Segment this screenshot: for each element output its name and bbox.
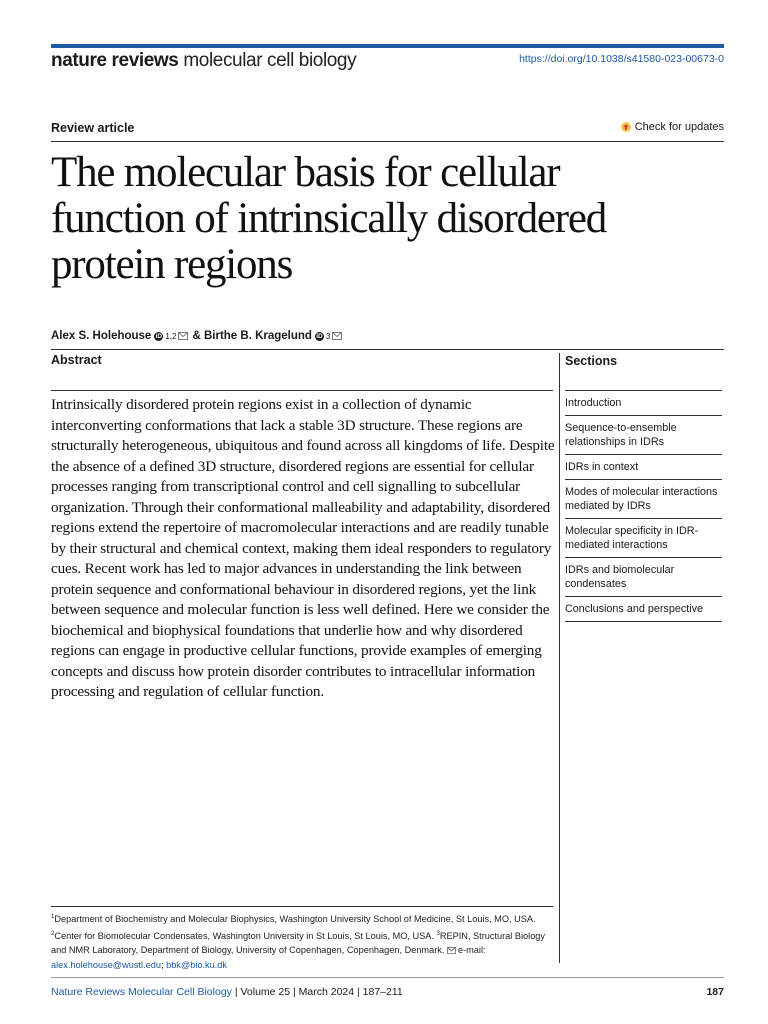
- orcid-icon[interactable]: iD: [155, 332, 163, 340]
- doi-link[interactable]: https://doi.org/10.1038/s41580-023-00673-0: [519, 53, 724, 65]
- email-link[interactable]: alex.holehouse@wustl.edu: [51, 959, 161, 970]
- email-link[interactable]: bbk@bio.ku.dk: [166, 959, 227, 970]
- header-accent-bar: [51, 44, 724, 48]
- divider: [51, 390, 553, 391]
- email-separator: ;: [160, 959, 164, 970]
- divider: [51, 906, 553, 907]
- orcid-icon[interactable]: iD: [316, 332, 323, 340]
- check-updates-label: Check for updates: [634, 121, 724, 133]
- abstract-text: Intrinsically disordered protein regions exist in a collection of dynamic interconverting conformations that lack a stable 3D structure. These regions are structurally heterogeneous, ubiquitous and found across all kingdoms of life. Despite the absence of a defined 3D structure, disordered regions are essential for cellular processes ranging from transcriptional control and cell signalling to subcellular organization. Through their conformational malleability and adaptability, disordered regions extend the repertoire of macromolecular interactions and are readily tunable by their structural and chemical context, making them ideal responders to regulatory cues. Recent work has led to major advances in understanding the link between protein sequence and conformational behaviour in disordered regions, yet the link between sequence and molecular function is less well defined. Here we consider the biochemical and biophysical foundations that underlie how and why disordered regions can engage in productive cellular functions, provide examples of emerging concepts and discuss how protein disorder contributes to intracellular information processing and regulation of cellular function.: [51, 396, 555, 700]
- footer-details: | Volume 25 | March 2024 | 187–211: [231, 986, 403, 998]
- section-link-modes-of-interactions[interactable]: Modes of molecular interactions mediated by IDRs: [565, 480, 722, 519]
- column-divider: [559, 353, 560, 963]
- email-label: e-mail:: [457, 945, 486, 956]
- check-updates-button[interactable]: [620, 121, 724, 133]
- check-updates-icon: [620, 121, 632, 133]
- divider: [51, 349, 724, 350]
- section-link-molecular-specificity[interactable]: Molecular specificity in IDR-mediated interactions: [565, 519, 722, 558]
- author-affiliation: 1,2: [165, 331, 177, 341]
- footer-journal[interactable]: Nature Reviews Molecular Cell Biology: [51, 986, 232, 998]
- journal-name-light: molecular cell biology: [183, 50, 357, 71]
- author-list: [51, 330, 346, 342]
- author-name: & Birthe B. Kragelund: [192, 330, 312, 342]
- page-number: 187: [706, 986, 724, 998]
- section-link-sequence-to-ensemble[interactable]: Sequence-to-ensemble relationships in IDRs: [565, 416, 722, 455]
- footer-divider: [51, 977, 724, 978]
- article-type: Review article: [51, 121, 135, 135]
- affiliation: Center for Biomolecular Condensates, Washington University in St Louis, St Louis, MO, USA.: [54, 930, 434, 941]
- abstract-heading: Abstract: [51, 353, 102, 367]
- affiliation: REPIN, Structural Biology and NMR Laboratory, Department of Biology, University of Copenhagen, Copenhagen, Denmark.: [51, 930, 546, 956]
- affiliations: [51, 910, 551, 972]
- mail-icon[interactable]: [178, 332, 188, 340]
- article-title: The molecular basis for cellular function of intrinsically disordered protein regions: [51, 149, 607, 288]
- journal-name: [51, 50, 356, 72]
- section-link-idrs-in-context[interactable]: IDRs in context: [565, 455, 722, 480]
- affiliation-number: 2: [51, 930, 55, 937]
- footer-citation: [51, 986, 403, 998]
- section-link-introduction[interactable]: Introduction: [565, 391, 722, 416]
- affiliation: Department of Biochemistry and Molecular Biophysics, Washington University School of Medicine, St Louis, MO, USA.: [54, 914, 536, 925]
- sections-list: [565, 390, 722, 622]
- author-name: Alex S. Holehouse: [51, 330, 152, 342]
- author-affiliation: 3: [325, 331, 331, 341]
- mail-icon[interactable]: [332, 332, 342, 340]
- section-link-conclusions[interactable]: Conclusions and perspective: [565, 597, 722, 622]
- affiliation-number: 1: [51, 914, 55, 920]
- section-link-biomolecular-condensates[interactable]: IDRs and biomolecular condensates: [565, 558, 722, 597]
- divider: [51, 141, 724, 142]
- journal-name-bold: nature reviews: [51, 50, 179, 71]
- affiliation-number: 3: [436, 930, 440, 937]
- sections-heading: Sections: [565, 354, 618, 368]
- mail-icon: [447, 947, 456, 954]
